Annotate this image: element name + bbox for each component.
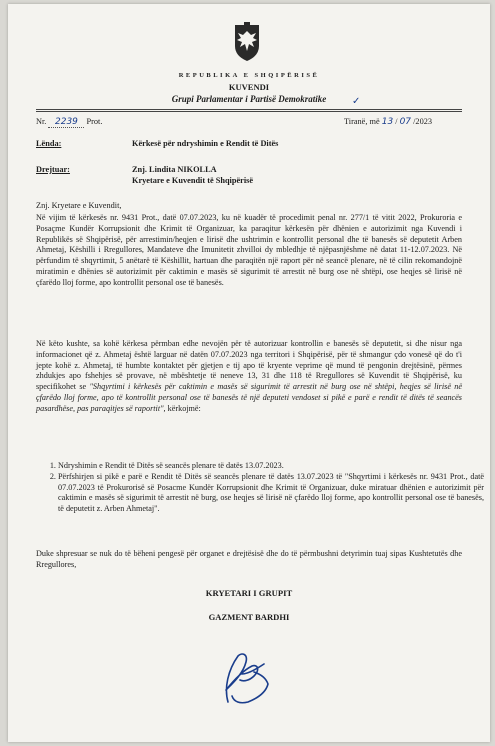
paragraph-1: Në vijim të kërkesës nr. 9431 Prot., datë 07.07.2023, ku në kuadër të procedimit penal nr. 277/1 të vitit 2022, Prokuroria e Posaçme Kundër Korrupsionit dhe Krimit të Organizuar, ka paraqitur kërkesën për dhënien e autorizimit nga Kuvendi i Republikës së Shqipërisë, për arrestimin/heqjen e lirisë dhe ushtrimin e kontrollit personal dhe të banesës së deputetit Arben Ahmetaj, Këshilli i Rregullores, Mandateve dhe Imunitetit zhvilloi dy mbledhje të njëpasnjëshme në datat 11-12.07.2023. Në përfundim të shqyrtimit, 5 anëtarë të Këshillit, hartuan dhe paraqitën një raport për në seancë plenare, në të cilin rekomandojnë miratimin e dhënies së autorizimit për caktimin e masës së sigurimit të arrestit në burg ose në shtëpi, ose heqjes së lirisë në çfarëdo lloj forme, apo kontrollit personal ose të banesës.	[36, 213, 462, 287]
document-page	[8, 4, 490, 742]
date-day: 13	[381, 117, 394, 127]
header-divider	[36, 111, 462, 112]
date-month: 07	[399, 117, 412, 127]
protocol-number	[36, 117, 102, 128]
salutation: Znj. Kryetare e Kuvendit,	[36, 201, 122, 210]
paragraph-2	[36, 339, 462, 415]
group-heading: Grupi Parlamentar i Partisë Demokratike	[171, 94, 327, 104]
city-date: Tiranë, më 13 / 07 /2023	[344, 117, 433, 127]
handwritten-check-mark-icon: ✓	[352, 96, 361, 107]
addressee-name: Znj. Lindita NIKOLLA	[132, 165, 217, 174]
assembly-heading: KUVENDI	[228, 82, 270, 92]
date-year: /2023	[413, 117, 433, 126]
addressee-title: Kryetare e Kuvendit të Shqipërisë	[132, 176, 254, 185]
nr-value: 2239	[48, 117, 84, 128]
paragraph-2-end: , kërkojmë:	[163, 403, 201, 413]
albanian-eagle-emblem-icon	[232, 22, 262, 62]
signatory-title: KRYETARI I GRUPIT	[205, 588, 293, 598]
addressee-label: Drejtuar:	[36, 165, 70, 174]
closing-paragraph: Duke shpresuar se nuk do të bëheni pengesë për organet e drejtësisë dhe do të përmbushni detyrimin tuaj sipas Kushtetutës dhe Rregullores,	[36, 549, 462, 569]
paragraph-2-quote: "Shqyrtimi i kërkesës për caktimin e masës së sigurimit të arrestit në burg ose në shtëpi, heqjes së lirisë në çfarëdo lloj forme, apo të kontrollit personal ose të banesës të një deputeti vendoset si pikë e parë e rendit të ditës të seancës pasardhëse, pas paraqitjes së raportit"	[36, 382, 462, 413]
request-list	[36, 461, 484, 515]
paragraph-2-text: Në këto kushte, sa kohë kërkesa përmban edhe nevojën për të autorizuar kontrollin e banesës së deputetit, si dhe nisur nga informacionet që z. Ahmetaj është larguar në datën 07.07.2023 nga territori i Shqipërisë, për të shmangur çdo vonesë që do t'i jepte kohë z. Ahmetaj, të humbte kontaktet për gjetjen e tij apo të kryente veprime që mund të pengonin drejtësinë, përmes zhdukjes apo fshehjes së provave, në mbështetje të neneve 13, 31 dhe 118 të Rregullores së Kuvendit të Shqipërisë, ku specifikohet se	[36, 339, 462, 392]
nr-label: Nr.	[36, 117, 47, 126]
handwritten-signature-icon	[208, 644, 278, 712]
list-item: 2. Përfshirjen si pikë e parë e Rendit të Ditës së seancës plenare të datës 13.07.2023 të "Shqyrtimi i kërkesës nr. 9431 Prot., datë 07.07.2023 të Prokurorisë së Posacme Kundër Korrupsionit dhe Krimit të Organizuar, duke miratuar dhënien e autorizimit për caktimin e masës së sigurimit të arrestit në burg, ose heqjes së lirisë në çfarëdo lloj forme, apo kontrollit personal ose të banesës, të deputetit z. Arben Ahmetaj".	[58, 472, 484, 515]
header-divider	[36, 109, 462, 110]
republic-heading: REPUBLIKA E SHQIPËRISË	[178, 72, 320, 79]
city-date-prefix: Tiranë, më	[344, 117, 380, 126]
signatory-name: GAZMENT BARDHI	[208, 612, 290, 622]
list-item: 1. Ndryshimin e Rendit të Ditës së seancës plenare të datës 13.07.2023.	[58, 461, 484, 472]
subject-text: Kërkesë për ndryshimin e Rendit të Ditës	[132, 139, 279, 148]
prot-label: Prot.	[86, 117, 103, 126]
subject-label: Lënda:	[36, 139, 62, 148]
